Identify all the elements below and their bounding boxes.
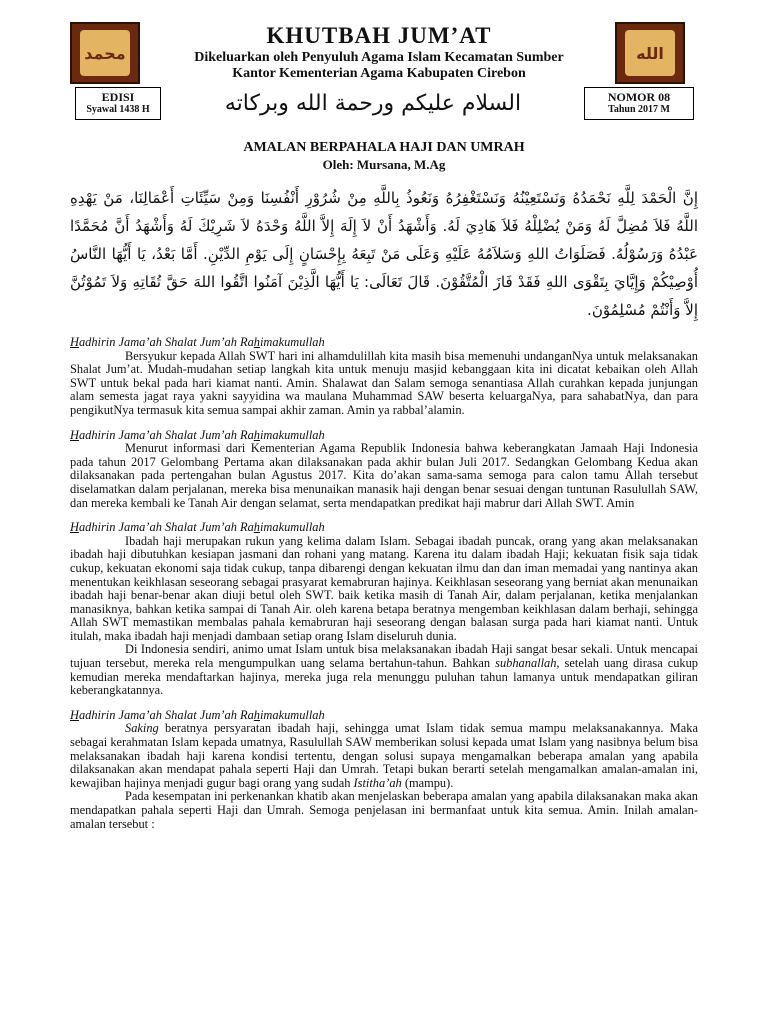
greeting-h: h — [253, 707, 260, 722]
congregation-greeting — [70, 521, 698, 535]
sermon-paragraph: Bersyukur kepada Allah SWT hari ini alhamdulillah kita masih bisa memenuhi undanganNya untuk melaksanakan Shalat Jum’at. Mudah-mudahan setiap langkah kita untuk menuju masjid kebanggaan kita ini dicatat kebaikan oleh Allah SWT untuk bekal pada hari kiamat nanti. Amin. Shalawat dan Salam semoga senantiasa Allah curahkan kepada junjungan alam semesta jagat raya yakni sayyidina wa maulana Muhammad SAW beserta keluargaNya, para sahabatNya, dan para pengikutNya termasuk kita semua sampai akhir zaman. Amin ya rabbal’alamin. — [70, 348, 698, 417]
greeting-text: adhirin Jama’ah Shalat Jum’ah Ra — [78, 335, 254, 349]
sermon-paragraph: Saking beratnya persyaratan ibadah haji, sehingga umat Islam tidak semua mampu melaksanakannya. Maka sebagai kerahmatan Islam kepada umatnya, Rasulullah SAW memberikan solusi kepada umat Islam yang nasibnya belum bisa melaksanakan ibadah haji karena kondisi tertentu, dengan solusi supaya mengamalkan beberapa amalan yang apabila dilaksanakan akan mendapat pahala seperti Haji dan Umrah. Tetapi bukan berarti setelah mengamalkan amalan-amalan ini, kewajiban hajinya menjadi gugur bagi orang yang sudah Istitha’ah (mampu). — [70, 721, 698, 790]
edition-value: Syawal 1438 H — [86, 104, 150, 115]
left-logo-text: محمد — [84, 43, 126, 63]
sermon-paragraph: Ibadah haji merupakan rukun yang kelima dalam Islam. Sebagai ibadah puncak, orang yang akan melaksanakan ibadah haji dibutuhkan kesiapan jasmani dan rohani yang matang. Karena itu dalam ibadah Haji; kekuatan fisik saja tidak cukup, kekuatan ekonomi saja tidak cukup, tanpa dibarengi dengan kekuatan ilmu dan dan iman memadai yang nantinya akan menentukan keikhlasan seseorang sebagai prasyarat kemabruran hajinya. Keikhlasan seseorang yang berniat akan menunaikan ibadah haji benar-benar akan diuji betul oleh SWT. baik ketika masih di Tanah Air, dalam perjalanan, ketika menjalankan manasiknya, bahkan ketika sampai di Tanah Air. oleh karena betapa beratnya mengemban keikhlasan dalam berhaji, sehingga Allah SWT memastikan membalas pahala kemabruran haji seseorang dengan balasan surga pada hari kiamat nanti. Untuk itulah, maka ibadah haji menjadi dambaan setiap orang Islam diseluruh dunia. — [70, 533, 698, 643]
sermon-section — [70, 709, 698, 831]
congregation-greeting — [70, 336, 698, 350]
greeting-initial: H — [70, 520, 79, 535]
publisher-info — [150, 50, 608, 82]
greeting-initial: H — [70, 335, 79, 349]
greeting-h: h — [253, 335, 260, 349]
publisher-line-1: Dikeluarkan oleh Penyuluh Agama Islam Kecamatan Sumber — [194, 50, 564, 65]
number-value: Tahun 2017 M — [608, 104, 670, 115]
allah-calligraphy-logo — [615, 22, 685, 84]
sermon-paragraph: Di Indonesia sendiri, animo umat Islam untuk bisa melaksanakan ibadah Haji sangat besar sekali. Untuk mencapai tujuan tersebut, mereka rela mengumpulkan uang selama bertahun-tahun. Bahkan subhanallah, setelah uang dirasa cukup kemudian mereka mendaftarkan hajinya, mereka juga rela menunggu puluhan tahun lamanya untuk mendapatkan giliran keberangkatannya. — [70, 642, 699, 698]
number-label: NOMOR 08 — [607, 90, 671, 104]
sermon-body — [70, 336, 698, 842]
sermon-section — [70, 521, 698, 698]
arabic-opening-prayer: إِنَّ الْحَمْدَ لِلَّهِ نَحْمَدُهُ وَنَسْتَعِيْنُهُ وَنَسْتَغْفِرُهُ وَنَعُوذُ بِاللَّهِ مِنْ شُرُوْرِ أَنْفُسِنَا وَمِنْ سَيِّئَاتِ أَعْمَالِنَا، مَنْ يَهْدِهِ اللَّهُ فَلاَ مُضِلَّ لَهُ وَمَنْ يُضْلِلْهُ فَلاَ هَادِيَ لَهُ. وَأَشْهَدُ أَنْ لاَ إِلَهَ إِلاَّ اللَّهُ وَحْدَهُ لاَ شَرِيْكَ لَهُ وَأَشْهَدُ أَنَّ مُحَمَّدًا عَبْدُهُ وَرَسُوْلُهُ. فَصَلَوَاتُ اللهِ وَسَلاَمُهُ عَلَيْهِ وَعَلَى مَنْ تَبِعَهُ بِإِحْسَانٍ إِلَى يَوْمِ الدِّيْنِ. أَمَّا بَعْدُ، يَا أَيُّهَا النَّاسُ أُوْصِيْكُمْ وَإِيَّايَ بِتَقْوَى اللهِ فَقَدْ فَازَ الْمُتَّقُوْنَ. قَالَ تَعَالَى: يَا أَيُّهَا الَّذِيْنَ آمَنُوا اتَّقُوا اللهَ حَقَّ تُقَاتِهِ وَلاَ تَمُوْتُنَّ إِلاَّ وَأَنْتُمْ مُسْلِمُوْنَ. — [70, 189, 698, 319]
article-title: AMALAN BERPAHALA HAJI DAN UMRAH — [243, 140, 525, 155]
salam-greeting: السلام عليكم ورحمة الله وبركاته — [224, 91, 522, 116]
greeting-end: imakumullah — [259, 427, 325, 442]
greeting-text: adhirin Jama’ah Shalat Jum’ah Ra — [78, 520, 254, 535]
sermon-paragraph: Pada kesempatan ini perkenankan khatib akan menjelaskan beberapa amalan yang apabila dilaksanakan maka akan mendapatkan pahala seperti Haji dan Umrah. Semoga penjelasan ini bermanfaat untuk kita semua. Amin. Inilah amalan-amalan tersebut : — [70, 789, 698, 831]
article-author: Oleh: Mursana, M.Ag — [322, 157, 446, 172]
right-logo-text: الله — [636, 43, 664, 63]
greeting-h: h — [253, 427, 260, 442]
greeting-end: imakumullah — [259, 520, 325, 535]
greeting-text: adhirin Jama’ah Shalat Jum’ah Ra — [78, 707, 254, 722]
publisher-line-2: Kantor Kementerian Agama Kabupaten Cirebon — [232, 66, 526, 81]
sermon-section — [70, 336, 698, 418]
greeting-end: imakumullah — [259, 707, 325, 722]
congregation-greeting — [70, 429, 698, 443]
greeting-text: adhirin Jama’ah Shalat Jum’ah Ra — [78, 427, 254, 442]
number-box — [584, 87, 694, 120]
greeting-initial: H — [70, 707, 79, 722]
muhammad-calligraphy-logo — [70, 22, 140, 84]
greeting-initial: H — [70, 427, 79, 442]
edition-box — [75, 87, 161, 120]
page-title: KHUTBAH JUM’AT — [266, 23, 492, 48]
greeting-h: h — [253, 520, 260, 535]
congregation-greeting — [70, 709, 698, 723]
greeting-end: imakumullah — [259, 335, 325, 349]
sermon-paragraph: Menurut informasi dari Kementerian Agama Republik Indonesia bahwa keberangkatan Jamaah Haji Indonesia pada tahun 2017 Gelombang Pertama akan dilaksanakan pada akhir bulan Juli 2017. Sedangkan Gelombang Kedua akan dilaksanakan pada pertengahan bulan Agustus 2017. Kita do’akan sama-sama semoga para calon tamu Allah tersebut diselamatkan dalam perjalanan, mereka bisa menunaikan manasik haji dengan benar sesuai dengan tuntunan Rasulullah SAW, dan mereka kembali ke Tanah Air dengan selamat, serta mendapatkan predikat haji mabrur dari Allah SWT. Amin — [70, 441, 698, 510]
sermon-section — [70, 429, 698, 511]
edition-label: EDISI — [101, 90, 135, 104]
